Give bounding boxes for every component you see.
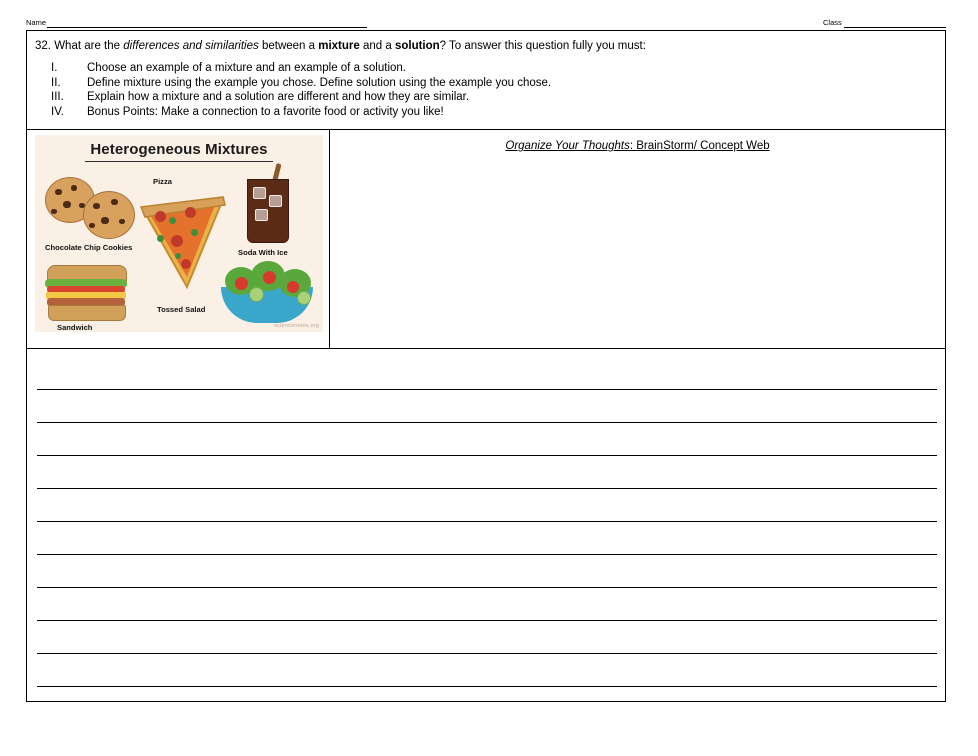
name-input-line[interactable]: [47, 27, 367, 28]
answer-line[interactable]: [37, 587, 937, 588]
question-instruction-list: [35, 61, 935, 119]
figure-title-underline: [85, 161, 273, 162]
figure-label-salad: Tossed Salad: [157, 305, 206, 315]
answer-line[interactable]: [37, 455, 937, 456]
figure-cell: [27, 130, 330, 348]
list-item-label: Bonus Points: Make a connection to a favorite food or activity you like!: [87, 105, 444, 118]
ice-cube-icon: [269, 195, 282, 207]
list-item-label: Define mixture using the example you chose. Define solution using the example you chose.: [87, 76, 552, 89]
sandwich-bread-bottom: [48, 305, 126, 321]
question-number: 32.: [35, 40, 51, 52]
list-item-number: II.: [51, 76, 61, 89]
class-label: Class: [823, 18, 842, 27]
answer-line[interactable]: [37, 389, 937, 390]
question-text-1: What are the: [54, 40, 124, 52]
brainstorm-title: [330, 139, 945, 153]
answer-line[interactable]: [37, 653, 937, 654]
list-item: [35, 105, 935, 120]
brainstorm-cell[interactable]: [330, 130, 945, 348]
answer-line[interactable]: [37, 488, 937, 489]
pizza-icon: [135, 191, 231, 291]
answer-line[interactable]: [37, 686, 937, 687]
question-text-2: between a: [258, 40, 319, 52]
brainstorm-title-italic: Organize Your Thoughts: [505, 140, 630, 153]
answer-line[interactable]: [37, 422, 937, 423]
question-text-3: and a: [359, 40, 395, 52]
figure-label-cookies: Chocolate Chip Cookies: [45, 243, 133, 253]
list-item-number: IV.: [51, 105, 65, 118]
ice-cube-icon: [253, 187, 266, 199]
class-input-line[interactable]: [844, 27, 946, 28]
brainstorm-title-rest: : BrainStorm/ Concept Web: [629, 140, 770, 153]
figure-credit: sciencenotes.org: [274, 323, 319, 330]
figure-title: Heterogeneous Mixtures: [90, 141, 268, 159]
cookie-icon: [83, 191, 135, 239]
worksheet-header: [26, 14, 946, 28]
list-item-number: I.: [51, 62, 58, 74]
question-text-4: ? To answer this question fully you must:: [439, 40, 646, 52]
question-italic-phrase: differences and similarities: [123, 40, 259, 52]
list-item: [35, 61, 935, 76]
pizza-svg: [135, 191, 231, 291]
figure-and-brainstorm-row: [27, 130, 945, 349]
figure-label-pizza: Pizza: [153, 177, 172, 187]
list-item-label: Choose an example of a mixture and an example of a solution.: [87, 62, 406, 74]
ice-cube-icon: [255, 209, 268, 221]
answer-line[interactable]: [37, 521, 937, 522]
answer-line[interactable]: [37, 554, 937, 555]
list-item-number: III.: [51, 91, 64, 104]
worksheet-table: [26, 30, 946, 702]
figure-label-soda: Soda With Ice: [238, 248, 288, 258]
figure-label-sandwich: Sandwich: [57, 323, 93, 333]
question-bold-solution: solution: [394, 40, 440, 52]
list-item: [35, 90, 935, 105]
list-item: [35, 76, 935, 91]
heterogeneous-mixtures-figure: [35, 135, 323, 332]
answer-line[interactable]: [37, 620, 937, 621]
name-label: Name: [26, 18, 47, 27]
question-cell: [27, 31, 945, 130]
list-item-label: Explain how a mixture and a solution are different and how they are similar.: [87, 91, 470, 104]
question-prompt: [35, 39, 935, 53]
question-bold-mixture: mixture: [318, 40, 360, 52]
answer-lines-cell[interactable]: [27, 349, 945, 701]
